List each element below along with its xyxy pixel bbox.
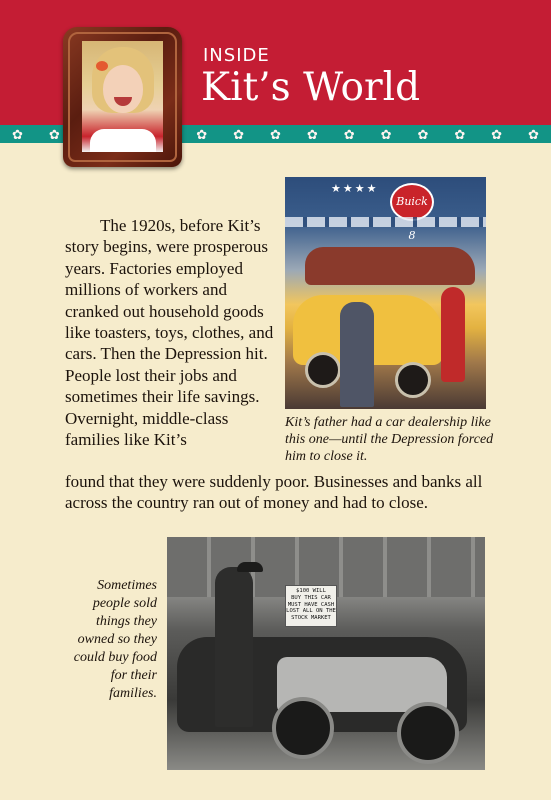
portrait-hair-bow: [96, 61, 108, 71]
ad-woman: [441, 287, 465, 382]
flower-icon: ✿: [417, 126, 429, 142]
buick-badge: Buick 8: [390, 183, 434, 221]
flower-icon: ✿: [528, 126, 539, 142]
ad-caption: Kit’s father had a car dealership like this one—until the Depression forced him to close it.: [285, 415, 494, 464]
photo-caption: Sometimes people sold things they owned so they could buy food for their families.: [73, 578, 157, 701]
photo-wheel: [272, 697, 334, 759]
flower-icon: ✿: [454, 126, 466, 142]
page-title: Kit’s World: [201, 65, 421, 110]
ad-wheel: [305, 352, 341, 388]
ad-stripes: [285, 217, 486, 227]
ad-wheel: [395, 362, 431, 398]
section-kicker: INSIDE: [203, 45, 270, 66]
photo-wheel: [397, 702, 459, 764]
photo-man: [215, 567, 253, 727]
flower-icon: ✿: [380, 126, 392, 142]
for-sale-sign: $100 WILL BUY THIS CAR MUST HAVE CASH LOST ALL ON THE STOCK MARKET: [285, 585, 337, 627]
intro-paragraph: [65, 215, 275, 450]
ad-red-car: [305, 247, 475, 285]
continuation-paragraph: found that they were suddenly poor. Businesses and banks all across the country ran out of money and had to close.: [65, 472, 483, 513]
ad-stars: ★★★★: [331, 183, 379, 195]
flower-icon: ✿: [491, 126, 503, 142]
portrait-collar: [90, 129, 156, 152]
flower-icon: ✿: [196, 126, 208, 142]
kit-portrait: [82, 41, 163, 152]
flower-icon: ✿: [343, 126, 355, 142]
photo-hat: [237, 562, 263, 572]
flower-icon: ✿: [306, 126, 318, 142]
flower-icon: ✿: [48, 126, 60, 142]
car-for-sale-photo: [167, 537, 485, 770]
flower-icon: ✿: [270, 126, 281, 142]
ad-salesman: [340, 302, 374, 407]
flower-icon: ✿: [233, 126, 245, 142]
flower-icon: ✿: [12, 126, 23, 142]
intro-text: The 1920s, before Kit’s story begins, were prosperous years. Factories employed millions of workers and cranked out household goods like toasters, toys, clothes, and cars. Then the Depression hit. People lost their jobs and sometimes their life savings. Overnight, middle-class families like Kit’s: [65, 216, 274, 450]
portrait-frame: [63, 27, 182, 167]
car-dealership-ad-image: [285, 177, 486, 409]
